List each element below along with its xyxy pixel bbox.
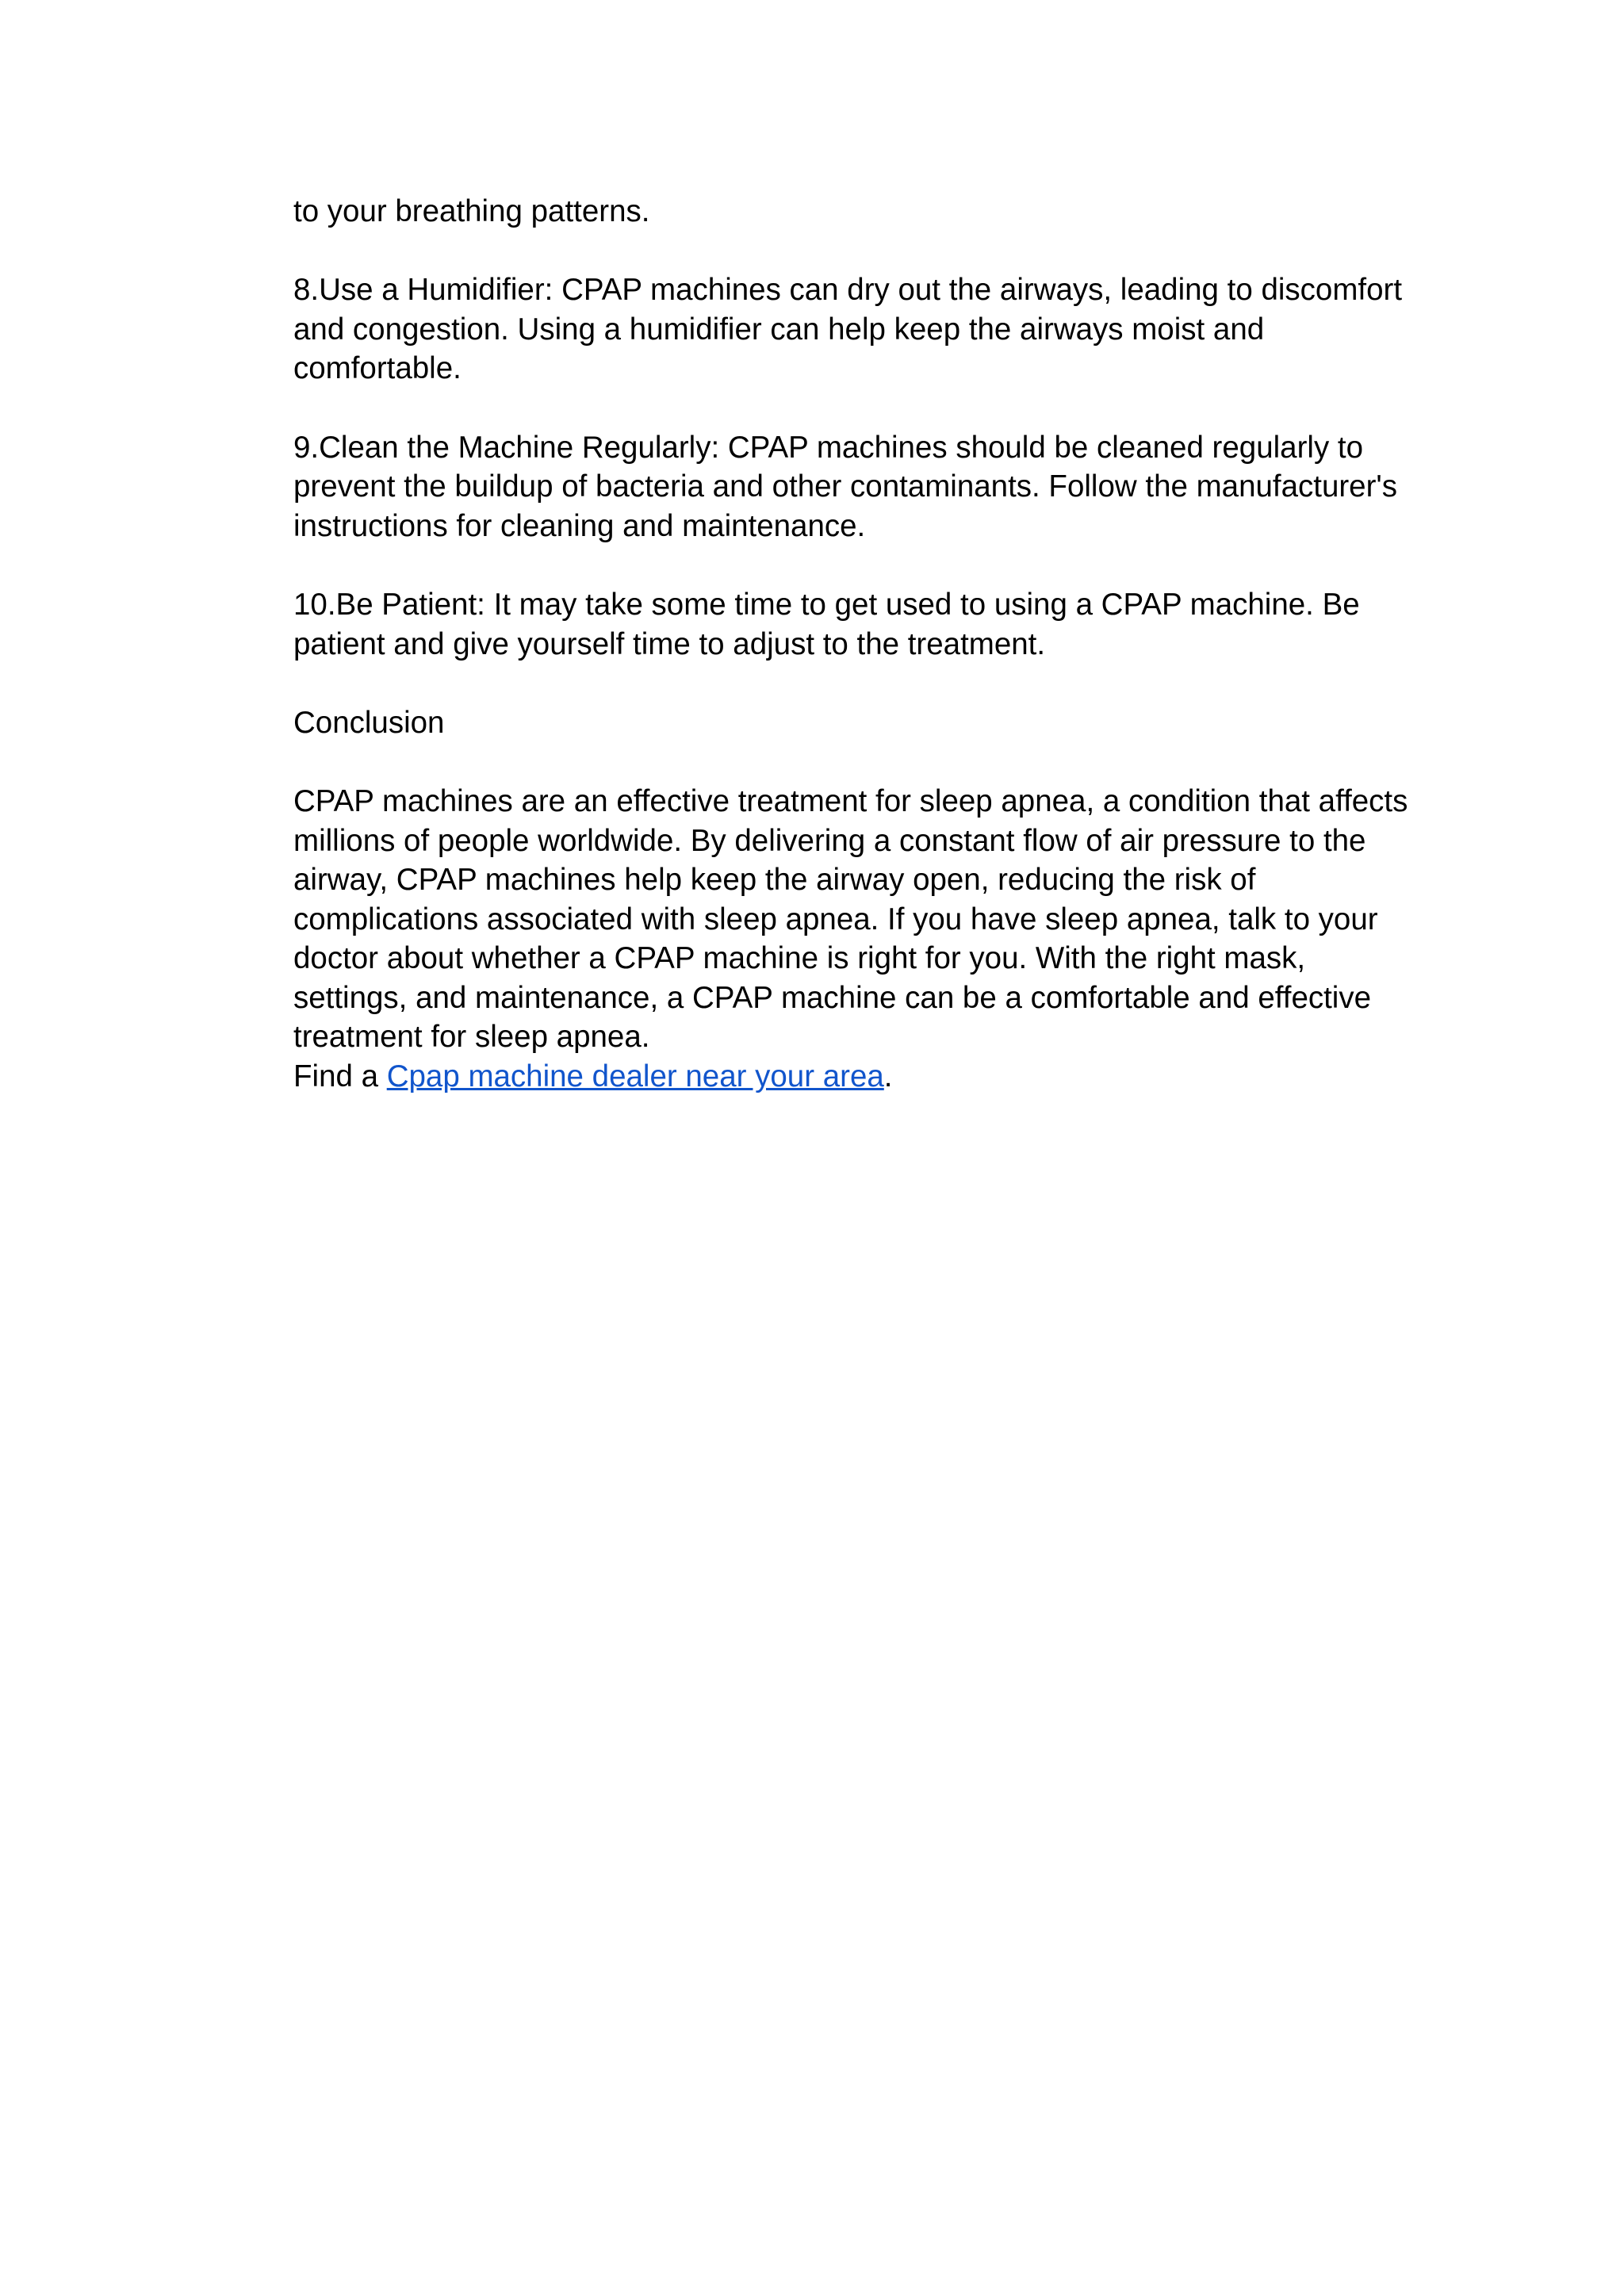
dealer-suffix: . [883, 1059, 893, 1094]
dealer-line [293, 1057, 1419, 1097]
tip-text: CPAP machines should be cleaned regularly to prevent the buildup of bacteria and other contaminants. Follow the manufacturer's instructions for cleaning and maintenance. [293, 430, 1406, 543]
tip-heading: 10.Be Patient: [293, 587, 485, 622]
dealer-prefix: Find a [293, 1059, 387, 1094]
conclusion-paragraph: CPAP machines are an effective treatment for sleep apnea, a condition that affects millions of people worldwide. By delivering a constant flow of air pressure to the airway, CPAP machines help keep the airway open, reducing the risk of complications associated with sleep apnea. If you have sleep apnea, talk to your doctor about whether a CPAP machine is right for you. With the right mask, settings, and maintenance, a CPAP machine can be a comfortable and effective treatment for sleep apnea. [293, 783, 1417, 1055]
tip-paragraph-9 [293, 428, 1419, 546]
tip-heading: 9.Clean the Machine Regularly: [293, 430, 720, 465]
tip-text: CPAP machines can dry out the airways, leading to discomfort and congestion. Using a humidifier can help keep the airways moist and comfortable. [293, 273, 1411, 386]
tip-heading: 8.Use a Humidifier: [293, 273, 553, 308]
tip-paragraph-8 [293, 270, 1419, 389]
dealer-link[interactable]: Cpap machine dealer near your area [386, 1059, 884, 1094]
tip-text: It may take some time to get used to using a CPAP machine. Be patient and give yourself time to adjust to the treatment. [293, 587, 1369, 661]
continuation-paragraph: to your breathing patterns. [293, 194, 650, 228]
conclusion-heading: Conclusion [293, 705, 445, 740]
document-body [293, 192, 1419, 1097]
tip-paragraph-10 [293, 585, 1419, 664]
